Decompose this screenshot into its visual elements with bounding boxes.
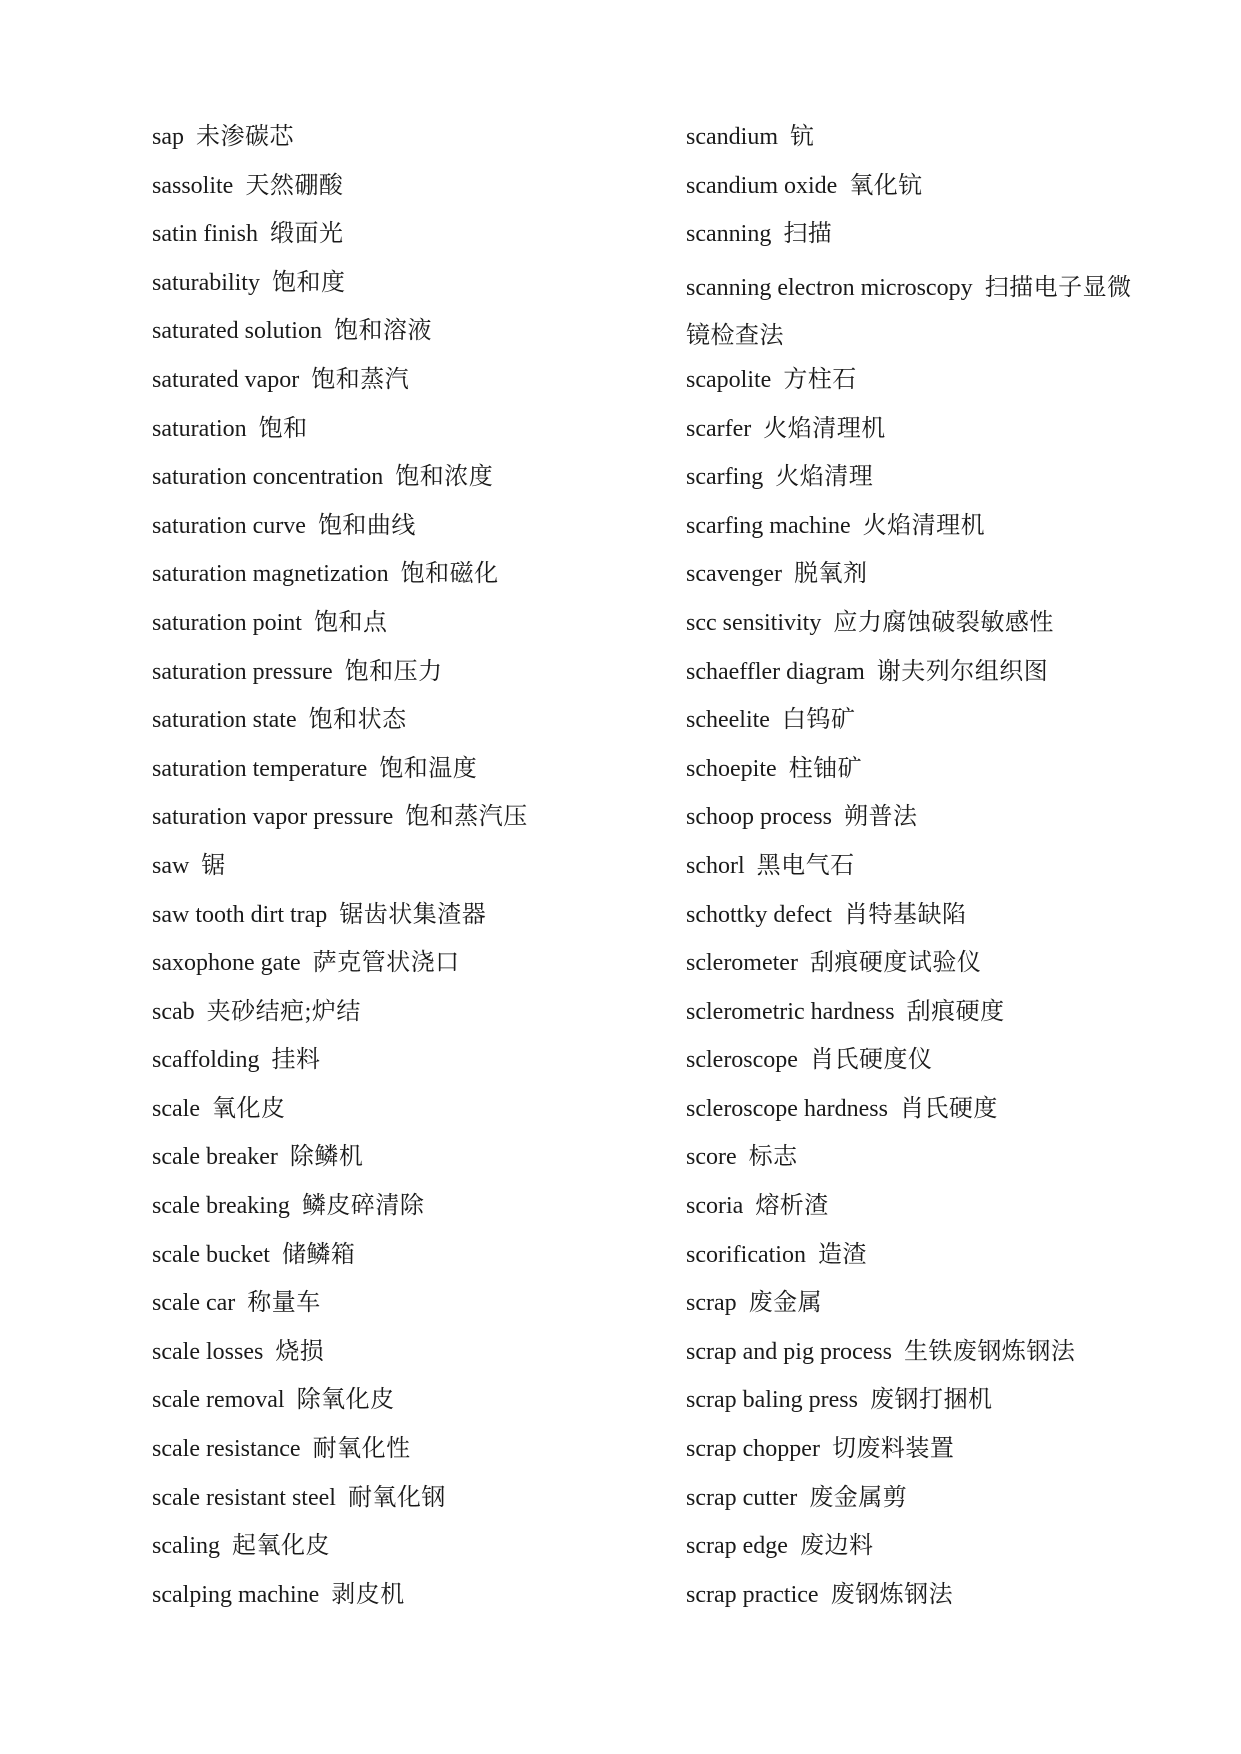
entry-translation: 耐氧化性: [312, 1436, 411, 1463]
entry-translation: 饱和温度: [379, 755, 478, 782]
entry-term: scarfing machine: [686, 512, 851, 539]
entry-translation: 标志: [748, 1144, 798, 1171]
glossary-entry: [152, 798, 652, 847]
entry-term: saturation curve: [152, 512, 306, 539]
entry-term: schorl: [686, 852, 745, 879]
entry-translation: 饱和状态: [308, 707, 407, 734]
entry-translation: 造渣: [817, 1241, 867, 1268]
entry-translation: 锯: [201, 852, 226, 879]
entry-term: scalping machine: [152, 1581, 320, 1608]
glossary-entry: [152, 507, 652, 556]
entry-term: saturation pressure: [152, 658, 333, 685]
glossary-entry: [686, 1041, 1156, 1090]
entry-term: sclerometric hardness: [686, 998, 895, 1025]
glossary-entry: [152, 361, 652, 410]
entry-term: scrap and pig process: [686, 1338, 892, 1365]
glossary-entry: [152, 1333, 652, 1382]
entry-translation: 饱和蒸汽压: [405, 804, 528, 831]
entry-translation: 扫描电子显微镜检查法: [686, 274, 1132, 350]
entry-term: scandium oxide: [686, 172, 838, 199]
glossary-entry: [686, 458, 1156, 507]
entry-term: schaeffler diagram: [686, 658, 865, 685]
entry-term: scorification: [686, 1241, 806, 1268]
entry-term: scrap cutter: [686, 1484, 798, 1511]
glossary-entry: [152, 1090, 652, 1139]
entry-translation: 柱铀矿: [788, 755, 863, 782]
entry-translation: 锯齿状集渣器: [339, 901, 487, 928]
entry-term: schoepite: [686, 755, 777, 782]
glossary-entry: [686, 1333, 1156, 1382]
entry-term: scale bucket: [152, 1241, 270, 1268]
glossary-entry: [686, 1576, 1156, 1625]
entry-term: scleroscope hardness: [686, 1095, 888, 1122]
entry-translation: 白钨矿: [781, 707, 856, 734]
glossary-entry: [152, 1138, 652, 1187]
entry-translation: 剥皮机: [331, 1581, 405, 1608]
entry-translation: 缎面光: [270, 221, 344, 248]
entry-term: score: [686, 1144, 737, 1171]
entry-translation: 废钢打捆机: [869, 1387, 993, 1414]
entry-term: saw tooth dirt trap: [152, 901, 328, 928]
entry-term: scale losses: [152, 1338, 264, 1365]
entry-translation: 废金属: [748, 1290, 823, 1317]
entry-translation: 钪: [789, 124, 815, 150]
glossary-entry: [686, 1381, 1156, 1430]
entry-term: scale car: [152, 1290, 236, 1317]
entry-translation: 废钢炼钢法: [830, 1581, 954, 1608]
glossary-entry: [686, 1430, 1156, 1479]
glossary-entry: [686, 167, 1156, 216]
entry-term: scanning: [686, 221, 772, 248]
entry-translation: 废金属剪: [809, 1484, 908, 1511]
entry-term: scrap: [686, 1290, 737, 1317]
entry-translation: 耐氧化钢: [347, 1484, 446, 1511]
entry-translation: 饱和浓度: [395, 464, 494, 491]
entry-term: sap: [152, 124, 184, 150]
entry-translation: 饱和压力: [344, 658, 443, 685]
entry-term: scandium: [686, 124, 778, 150]
glossary-entry: [152, 118, 652, 167]
entry-term: schoop process: [686, 804, 832, 831]
entry-translation: 扫描: [783, 221, 833, 248]
glossary-entry: [686, 798, 1156, 847]
entry-translation: 除鳞机: [289, 1144, 364, 1171]
glossary-entry: [686, 1187, 1156, 1236]
entry-term: scale breaking: [152, 1193, 290, 1220]
glossary-entry: [686, 1236, 1156, 1285]
entry-translation: 饱和磁化: [400, 561, 499, 588]
glossary-entry: [152, 1187, 652, 1236]
glossary-entry: [152, 750, 652, 799]
entry-translation: 烧损: [275, 1338, 325, 1365]
entry-term: scrap chopper: [686, 1436, 820, 1463]
entry-term: scapolite: [686, 366, 772, 393]
entry-term: scale resistant steel: [152, 1484, 336, 1511]
entry-term: sclerometer: [686, 950, 798, 977]
glossary-entry: [152, 1284, 652, 1333]
entry-translation: 饱和点: [313, 609, 388, 636]
glossary-entry: [686, 1138, 1156, 1187]
glossary-entry: [152, 944, 652, 993]
entry-translation: 黑电气石: [756, 852, 855, 879]
entry-term: scab: [152, 998, 195, 1025]
entry-term: scarfing: [686, 464, 764, 491]
glossary-entry: [686, 896, 1156, 945]
entry-translation: 朔普法: [843, 804, 918, 831]
glossary-entry: [152, 1381, 652, 1430]
entry-term: scale resistance: [152, 1436, 301, 1463]
glossary-entry: [152, 215, 652, 264]
entry-term: schottky defect: [686, 901, 832, 928]
glossary-entry: [152, 1236, 652, 1285]
entry-term: scheelite: [686, 707, 770, 734]
entry-translation: 氧化皮: [211, 1095, 286, 1122]
glossary-entry: [152, 167, 652, 216]
entry-term: scaffolding: [152, 1047, 260, 1074]
entry-term: scrap edge: [686, 1533, 788, 1560]
glossary-entry: [152, 993, 652, 1042]
glossary-entry: [686, 847, 1156, 896]
glossary-entry: [152, 410, 652, 459]
entry-term: scleroscope: [686, 1047, 798, 1074]
entry-translation: 谢夫列尔组织图: [876, 658, 1049, 685]
entry-term: saturation vapor pressure: [152, 804, 394, 831]
entry-translation: 鳞皮碎清除: [301, 1193, 425, 1220]
entry-translation: 应力腐蚀破裂敏感性: [833, 609, 1054, 636]
glossary-entry: [686, 1090, 1156, 1139]
glossary-entry: [686, 215, 1156, 264]
entry-term: scavenger: [686, 561, 782, 588]
glossary-entry: [686, 1527, 1156, 1576]
entry-translation: 火焰清理机: [763, 415, 886, 442]
entry-translation: 方柱石: [783, 366, 857, 393]
entry-translation: 饱和度: [271, 269, 346, 296]
glossary-entry: [152, 701, 652, 750]
left-column: [152, 118, 652, 1624]
entry-term: saturability: [152, 269, 260, 296]
entry-term: scaling: [152, 1533, 220, 1560]
entry-translation: 刮痕硬度试验仪: [809, 950, 982, 977]
entry-term: scale: [152, 1095, 200, 1122]
entry-translation: 火焰清理: [775, 464, 874, 491]
glossary-entry: [152, 1527, 652, 1576]
entry-term: scrap practice: [686, 1581, 819, 1608]
entry-term: scale removal: [152, 1387, 285, 1414]
glossary-entry: [152, 604, 652, 653]
entry-term: scc sensitivity: [686, 609, 822, 636]
glossary-entry: [152, 264, 652, 313]
entry-translation: 肖氏硬度仪: [809, 1047, 933, 1074]
glossary-entry: [152, 847, 652, 896]
glossary-entry: [686, 507, 1156, 556]
entry-term: saturated vapor: [152, 366, 300, 393]
entry-term: saturation concentration: [152, 464, 384, 491]
entry-translation: 挂料: [271, 1047, 321, 1074]
entry-translation: 天然硼酸: [245, 172, 344, 199]
entry-translation: 储鳞箱: [281, 1241, 356, 1268]
entry-term: satin finish: [152, 221, 258, 248]
entry-term: saxophone gate: [152, 950, 301, 977]
glossary-entry: [152, 1479, 652, 1528]
entry-translation: 萨克管状浇口: [312, 950, 460, 977]
entry-term: saturation temperature: [152, 755, 368, 782]
glossary-entry: [686, 944, 1156, 993]
entry-translation: 脱氧剂: [793, 561, 868, 588]
entry-translation: 夹砂结疤;炉结: [206, 998, 361, 1025]
entry-term: saturated solution: [152, 318, 322, 345]
entry-term: saturation state: [152, 707, 297, 734]
entry-translation: 火焰清理机: [862, 512, 986, 539]
entry-translation: 除氧化皮: [296, 1387, 395, 1414]
entry-translation: 饱和蒸汽: [311, 366, 410, 393]
entry-translation: 饱和曲线: [317, 512, 416, 539]
entry-translation: 熔析渣: [755, 1193, 829, 1220]
glossary-entry: [686, 750, 1156, 799]
entry-translation: 肖特基缺陷: [843, 901, 967, 928]
entry-term: scale breaker: [152, 1144, 278, 1171]
glossary-entry: [152, 1430, 652, 1479]
entry-translation: 肖氏硬度: [899, 1095, 998, 1122]
entry-term: saturation magnetization: [152, 561, 389, 588]
glossary-entry: [152, 1576, 652, 1625]
glossary-entry: [686, 701, 1156, 750]
entry-term: saturation: [152, 415, 247, 442]
entry-term: saturation point: [152, 609, 302, 636]
right-column: [686, 118, 1156, 1624]
entry-translation: 饱和: [258, 415, 308, 442]
entry-translation: 称量车: [247, 1290, 321, 1317]
glossary-entry: [152, 458, 652, 507]
entry-term: scanning electron microscopy: [686, 274, 973, 301]
entry-term: scoria: [686, 1193, 744, 1220]
glossary-entry: [686, 118, 1156, 167]
entry-translation: 氧化钪: [849, 172, 923, 199]
entry-term: sassolite: [152, 172, 234, 199]
glossary-entry: [152, 312, 652, 361]
glossary-entry: [152, 896, 652, 945]
glossary-entry: [686, 993, 1156, 1042]
entry-term: scarfer: [686, 415, 752, 442]
glossary-entry: [686, 604, 1156, 653]
glossary-entry: [152, 1041, 652, 1090]
entry-term: saw: [152, 852, 190, 879]
entry-translation: 起氧化皮: [231, 1533, 330, 1560]
glossary-entry: [686, 1284, 1156, 1333]
glossary-entry: [686, 410, 1156, 459]
entry-translation: 饱和溶液: [333, 318, 432, 345]
entry-translation: 切废料装置: [831, 1436, 955, 1463]
glossary-entry: [686, 555, 1156, 604]
entry-translation: 刮痕硬度: [906, 998, 1005, 1025]
glossary-entry: [152, 555, 652, 604]
entry-translation: 废边料: [799, 1533, 874, 1560]
glossary-entry: [686, 361, 1156, 410]
entry-translation: 未渗碳芯: [196, 124, 294, 150]
entry-translation: 生铁废钢炼钢法: [903, 1338, 1076, 1365]
glossary-entry: [686, 653, 1156, 702]
glossary-entry: [686, 264, 1156, 361]
glossary-entry: [152, 653, 652, 702]
glossary-entry: [686, 1479, 1156, 1528]
entry-term: scrap baling press: [686, 1387, 858, 1414]
